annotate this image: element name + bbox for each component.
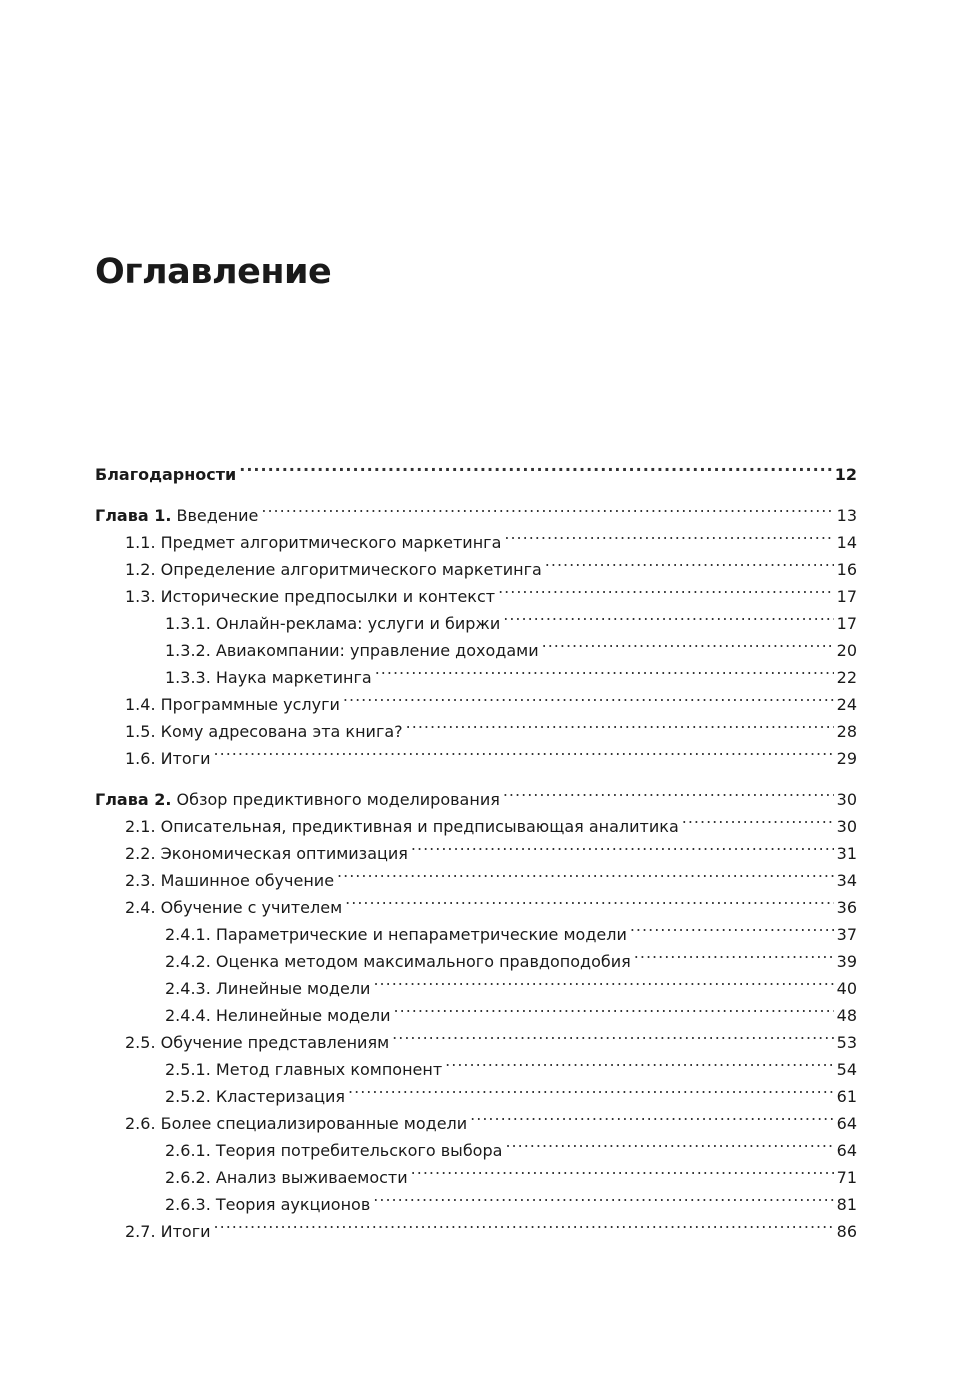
toc-entry-number: Глава 1. bbox=[95, 506, 172, 525]
toc-entry-label: Кому адресована эта книга? bbox=[160, 722, 403, 741]
toc-entry-label: Кластеризация bbox=[215, 1087, 346, 1106]
toc-entry-label: Нелинейные модели bbox=[215, 1006, 391, 1025]
toc-entry-label: Более специализированные модели bbox=[160, 1114, 468, 1133]
toc-entry[interactable] bbox=[95, 453, 857, 484]
toc-entry-label: Линейные модели bbox=[215, 979, 371, 998]
toc-dot-leader bbox=[503, 602, 833, 629]
toc-chapter-entry[interactable] bbox=[95, 778, 857, 809]
toc-page-number: 31 bbox=[836, 844, 857, 863]
toc-dot-leader bbox=[542, 629, 834, 656]
toc-page-number: 53 bbox=[836, 1033, 857, 1052]
toc-entry-number: 1.3.2. bbox=[165, 641, 216, 660]
toc-dot-leader bbox=[214, 737, 834, 764]
toc-entry-number: 2.6. bbox=[125, 1114, 161, 1133]
toc-entry-label: Онлайн-реклама: услуги и биржи bbox=[215, 614, 501, 633]
toc-entry-label: Итоги bbox=[160, 1222, 211, 1241]
toc-entry-number: 1.3.3. bbox=[165, 668, 216, 687]
toc-dot-leader bbox=[406, 710, 834, 737]
toc-page-number: 13 bbox=[836, 506, 857, 525]
toc-dot-leader bbox=[348, 1075, 834, 1102]
toc-entry-label: Благодарности bbox=[95, 465, 237, 484]
toc-entry-label: Экономическая оптимизация bbox=[160, 844, 408, 863]
toc-entry-label: Программные услуги bbox=[160, 695, 340, 714]
toc-entry-number: 2.4.3. bbox=[165, 979, 216, 998]
toc-dot-leader bbox=[505, 1129, 833, 1156]
toc-page-number: 39 bbox=[836, 952, 857, 971]
toc-page-number: 64 bbox=[836, 1141, 857, 1160]
toc-dot-leader bbox=[682, 805, 834, 832]
toc-dot-leader bbox=[375, 656, 834, 683]
toc-entry-label: Оценка методом максимального правдоподобия bbox=[215, 952, 631, 971]
toc-dot-leader bbox=[373, 967, 833, 994]
toc-entry-label: Метод главных компонент bbox=[215, 1060, 443, 1079]
toc-dot-leader bbox=[411, 832, 834, 859]
toc-page-number: 20 bbox=[836, 641, 857, 660]
toc-dot-leader bbox=[373, 1183, 833, 1210]
toc-page-number: 61 bbox=[836, 1087, 857, 1106]
toc-page-number: 24 bbox=[836, 695, 857, 714]
toc-entry-number: 2.4.2. bbox=[165, 952, 216, 971]
toc-dot-leader bbox=[503, 778, 834, 805]
toc-dot-leader bbox=[345, 886, 833, 913]
toc-page-number: 71 bbox=[836, 1168, 857, 1187]
toc-page-number: 36 bbox=[836, 898, 857, 917]
toc-entry-number: 1.3. bbox=[125, 587, 161, 606]
toc-entry-label: Анализ выживаемости bbox=[215, 1168, 408, 1187]
toc-entry-label: Машинное обучение bbox=[160, 871, 335, 890]
toc-page-number: 34 bbox=[836, 871, 857, 890]
toc-entry-label: Обучение с учителем bbox=[160, 898, 343, 917]
toc-dot-leader bbox=[498, 575, 834, 602]
toc-entry-label: Обучение представлениям bbox=[160, 1033, 390, 1052]
toc-entry-number: 2.2. bbox=[125, 844, 161, 863]
toc-dot-leader bbox=[504, 521, 833, 548]
toc-page-number: 29 bbox=[836, 749, 857, 768]
toc-dot-leader bbox=[214, 1210, 834, 1237]
toc-page-number: 54 bbox=[836, 1060, 857, 1079]
toc-entry-label: Введение bbox=[176, 506, 259, 525]
toc-page-number: 28 bbox=[836, 722, 857, 741]
toc-dot-leader bbox=[470, 1102, 833, 1129]
toc-chapter-entry[interactable] bbox=[95, 494, 857, 525]
toc-dot-leader bbox=[394, 994, 834, 1021]
toc-entry-number: 1.4. bbox=[125, 695, 161, 714]
toc-entry-number: 2.6.3. bbox=[165, 1195, 216, 1214]
toc-entry-number: 2.3. bbox=[125, 871, 161, 890]
toc-dot-leader bbox=[545, 548, 834, 575]
toc-entry-label: Обзор предиктивного моделирования bbox=[176, 790, 500, 809]
toc-entry-number: 2.1. bbox=[125, 817, 161, 836]
toc-dot-leader bbox=[445, 1048, 833, 1075]
toc-page-number: 37 bbox=[836, 925, 857, 944]
toc-dot-leader bbox=[411, 1156, 834, 1183]
toc-dot-leader bbox=[337, 859, 834, 886]
toc-entry-label: Теория аукционов bbox=[215, 1195, 371, 1214]
toc-entry-number: 2.4.4. bbox=[165, 1006, 216, 1025]
toc-entry-label: Предмет алгоритмического маркетинга bbox=[160, 533, 502, 552]
toc-entry-number: Глава 2. bbox=[95, 790, 172, 809]
toc-entry-label: Авиакомпании: управление доходами bbox=[215, 641, 539, 660]
toc-page-number: 14 bbox=[836, 533, 857, 552]
toc-entry-number: 2.6.2. bbox=[165, 1168, 216, 1187]
toc-entry-number: 2.7. bbox=[125, 1222, 161, 1241]
toc-entry-number: 1.6. bbox=[125, 749, 161, 768]
toc-page-number: 12 bbox=[834, 465, 857, 484]
toc-entry-number: 1.5. bbox=[125, 722, 161, 741]
toc-entry-label: Теория потребительского выбора bbox=[215, 1141, 503, 1160]
toc-dot-leader bbox=[343, 683, 834, 710]
toc-entry-number: 2.6.1. bbox=[165, 1141, 216, 1160]
toc-entry-number: 2.4. bbox=[125, 898, 161, 917]
toc-entry-label: Определение алгоритмического маркетинга bbox=[160, 560, 542, 579]
toc-page-number: 64 bbox=[836, 1114, 857, 1133]
toc-dot-leader bbox=[634, 940, 834, 967]
toc-entry-number: 2.5.1. bbox=[165, 1060, 216, 1079]
toc-entry-label: Параметрические и непараметрические модели bbox=[215, 925, 627, 944]
page-title: Оглавление bbox=[95, 252, 332, 292]
toc-dot-leader bbox=[261, 494, 833, 521]
toc-page-number: 30 bbox=[836, 817, 857, 836]
toc-entry-label: Исторические предпосылки и контекст bbox=[160, 587, 496, 606]
toc-entry-label: Наука маркетинга bbox=[215, 668, 372, 687]
toc-page-number: 30 bbox=[836, 790, 857, 809]
toc-page-number: 16 bbox=[836, 560, 857, 579]
toc-entry-label: Итоги bbox=[160, 749, 211, 768]
toc-entry-number: 1.2. bbox=[125, 560, 161, 579]
toc-entry-number: 1.3.1. bbox=[165, 614, 216, 633]
toc-page-number: 17 bbox=[836, 587, 857, 606]
toc-page-number: 22 bbox=[836, 668, 857, 687]
toc-page-number: 48 bbox=[836, 1006, 857, 1025]
toc-dot-leader bbox=[392, 1021, 834, 1048]
toc-page-number: 40 bbox=[836, 979, 857, 998]
toc-page-number: 81 bbox=[836, 1195, 857, 1214]
table-of-contents bbox=[95, 453, 857, 1241]
toc-entry-number: 2.5. bbox=[125, 1033, 161, 1052]
toc-dot-leader bbox=[239, 453, 831, 480]
toc-entry-label: Описательная, предиктивная и предписывающая аналитика bbox=[160, 817, 679, 836]
toc-entry-number: 2.4.1. bbox=[165, 925, 216, 944]
toc-entry-number: 2.5.2. bbox=[165, 1087, 216, 1106]
toc-entry-number: 1.1. bbox=[125, 533, 161, 552]
toc-page-number: 17 bbox=[836, 614, 857, 633]
toc-dot-leader bbox=[630, 913, 834, 940]
toc-page-number: 86 bbox=[836, 1222, 857, 1241]
